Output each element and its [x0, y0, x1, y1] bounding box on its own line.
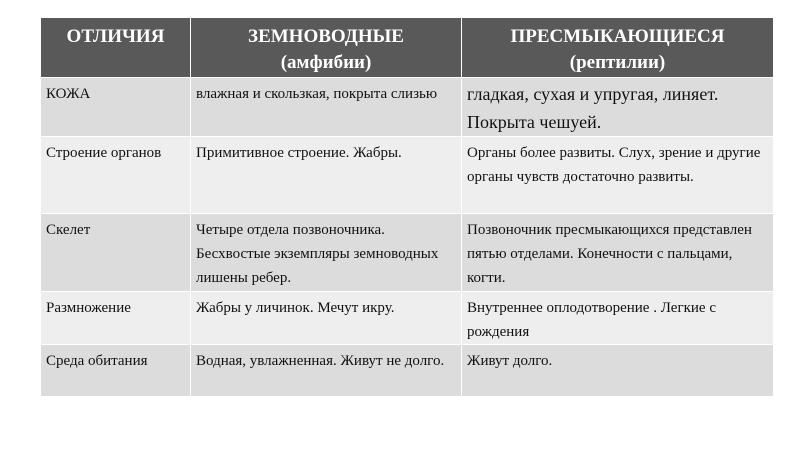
header-reptiles-sublabel: (рептилии)	[569, 52, 666, 73]
cell-feature: Строение органов	[41, 137, 191, 214]
cell-amphibians: влажная и скользкая, покрыта слизью	[191, 78, 462, 137]
table-row	[41, 214, 774, 292]
comparison-table	[40, 17, 774, 397]
cell-feature: КОЖА	[41, 78, 191, 137]
header-amphibians-label: ЗЕМНОВОДНЫЕ	[248, 26, 404, 47]
cell-feature: Скелет	[41, 214, 191, 292]
table-row	[41, 345, 774, 397]
header-differences	[41, 18, 191, 78]
cell-reptiles: Внутреннее оплодотворение . Легкие с рождения	[462, 292, 774, 345]
cell-amphibians: Жабры у личинок. Мечут икру.	[191, 292, 462, 345]
cell-feature: Среда обитания	[41, 345, 191, 397]
header-reptiles	[462, 18, 774, 78]
header-reptiles-label: ПРЕСМЫКАЮЩИЕСЯ	[510, 26, 725, 47]
table-row	[41, 78, 774, 137]
table-row	[41, 292, 774, 345]
cell-amphibians: Водная, увлажненная. Живут не долго.	[191, 345, 462, 397]
header-amphibians-sublabel: (амфибии)	[280, 52, 372, 73]
cell-reptiles: Живут долго.	[462, 345, 774, 397]
header-amphibians	[191, 18, 462, 78]
cell-amphibians: Примитивное строение. Жабры.	[191, 137, 462, 214]
cell-reptiles: гладкая, сухая и упругая, линяет. Покрыта чешуей.	[462, 78, 774, 137]
cell-amphibians: Четыре отдела позвоночника. Бесхвостые экземпляры земноводных лишены ребер.	[191, 214, 462, 292]
header-differences-label: ОТЛИЧИЯ	[66, 26, 165, 47]
cell-reptiles: Органы более развиты. Слух, зрение и другие органы чувств достаточно развиты.	[462, 137, 774, 214]
cell-feature: Размножение	[41, 292, 191, 345]
table-row	[41, 137, 774, 214]
table-header-row	[41, 18, 774, 78]
cell-reptiles: Позвоночник пресмыкающихся представлен пятью отделами. Конечности с пальцами, когти.	[462, 214, 774, 292]
